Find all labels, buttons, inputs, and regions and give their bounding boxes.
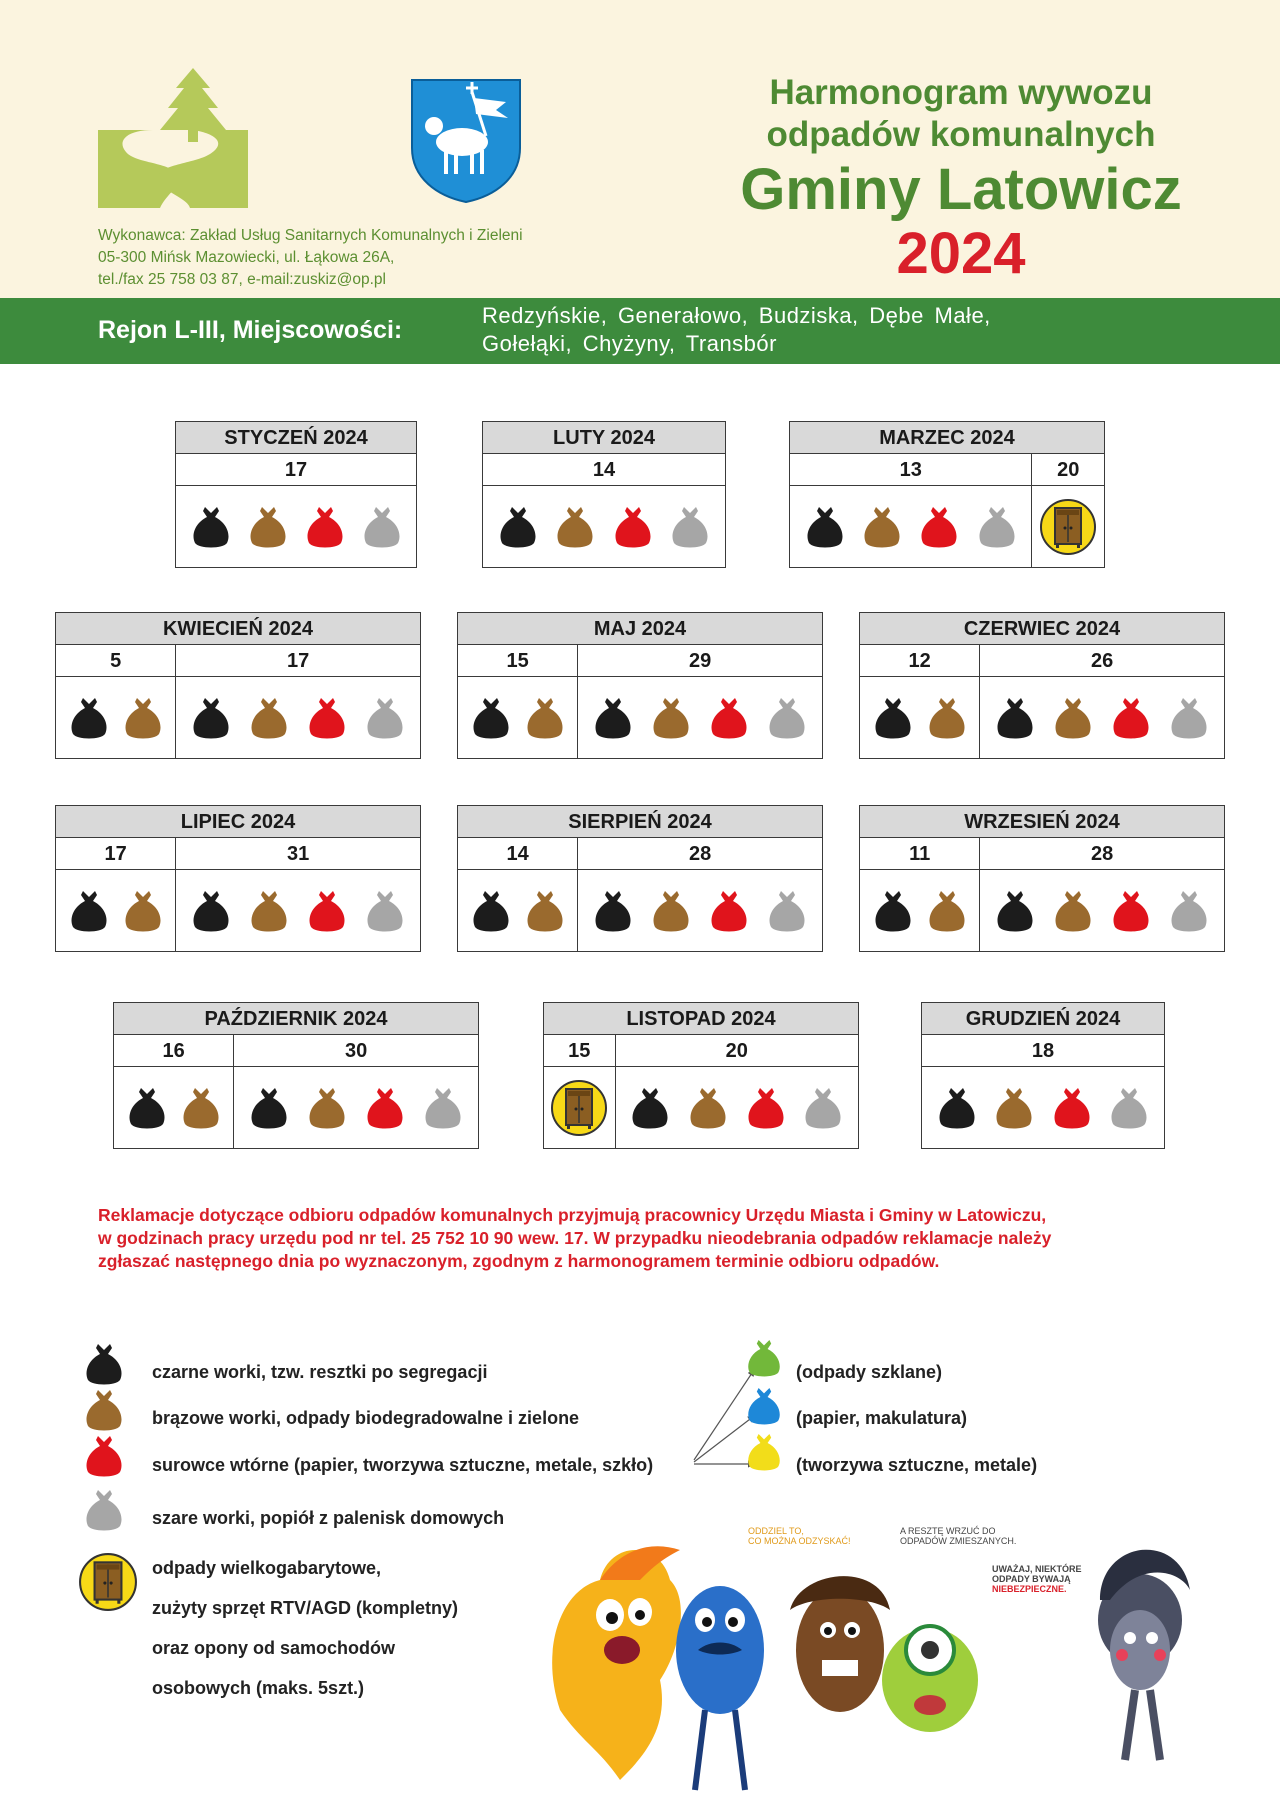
region-band (0, 298, 1280, 364)
gray-bag-icon (977, 505, 1017, 549)
red-bag-icon (709, 889, 749, 933)
annotation-line: ODPADY BYWAJĄ (992, 1574, 1071, 1584)
gray-bag-icon (670, 505, 710, 549)
annotation-recover (748, 1526, 851, 1546)
region-label: Rejon L-III, Miejscowości: (98, 316, 403, 344)
waste-icons (234, 1067, 478, 1148)
waste-icons (980, 677, 1224, 758)
contractor-line: Wykonawca: Zakład Usług Sanitarnych Komunalnych i Zieleni (98, 227, 523, 244)
title-line: Harmonogram wywozu (769, 73, 1153, 112)
black-bag-icon (593, 696, 633, 740)
red-bag-icon (307, 889, 347, 933)
furniture-icon (1039, 498, 1097, 556)
contractor-info (98, 225, 523, 291)
waste-icons (616, 1067, 858, 1148)
gray-bag-icon (365, 696, 405, 740)
month-card (921, 1002, 1165, 1149)
black-bag-icon (69, 889, 109, 933)
annotation-hazard (992, 1564, 1082, 1594)
header (0, 0, 1280, 298)
black-bag-icon (873, 889, 913, 933)
annotation-line: ODDZIEL TO, (748, 1526, 804, 1536)
month-title: SIERPIEŃ 2024 (458, 806, 822, 838)
month-title: WRZESIEŃ 2024 (860, 806, 1224, 838)
month-card (457, 612, 823, 759)
black-bag-icon (191, 889, 231, 933)
legend-furniture-line: oraz opony od samochodów (152, 1638, 396, 1658)
pickup-day: 20 (616, 1035, 858, 1067)
brown-bag-icon (123, 696, 163, 740)
legend-yellow: (tworzywa sztuczne, metale) (796, 1455, 1038, 1475)
municipality-logo (98, 68, 248, 208)
coat-of-arms-icon (410, 78, 522, 204)
gray-bag-icon (767, 889, 807, 933)
waste-icons (458, 870, 577, 951)
waste-icons (860, 677, 979, 758)
black-bag-icon (471, 889, 511, 933)
black-bag-icon (191, 696, 231, 740)
legend-red: surowce wtórne (papier, tworzywa sztuczne, metale, szkło) (152, 1455, 654, 1475)
black-bag-icon (84, 1342, 124, 1386)
brown-bag-icon (651, 696, 691, 740)
pickup-day: 13 (790, 454, 1031, 486)
title-year: 2024 (896, 221, 1026, 286)
month-title: LISTOPAD 2024 (544, 1003, 858, 1035)
pickup-date-column (616, 1035, 858, 1148)
month-card (482, 421, 726, 568)
waste-icons (176, 486, 416, 567)
brown-bag-icon (651, 889, 691, 933)
pickup-day: 28 (980, 838, 1224, 870)
black-bag-icon (630, 1086, 670, 1130)
pickup-date-column (922, 1035, 1164, 1148)
pickup-day: 17 (176, 454, 416, 486)
brown-bag-icon (1053, 889, 1093, 933)
pickup-day: 17 (176, 645, 420, 677)
pickup-date-column (483, 454, 725, 567)
black-bag-icon (471, 696, 511, 740)
gray-bag-icon (1169, 889, 1209, 933)
month-title: PAŹDZIERNIK 2024 (114, 1003, 478, 1035)
pickup-day: 14 (458, 838, 577, 870)
pickup-day: 15 (458, 645, 577, 677)
waste-icons (56, 870, 175, 951)
pickup-date-column (458, 645, 578, 758)
red-bag-icon (613, 505, 653, 549)
red-bag-icon (1111, 889, 1151, 933)
brown-bag-icon (525, 696, 565, 740)
black-bag-icon (995, 696, 1035, 740)
legend-furniture-line: odpady wielkogabarytowe, (152, 1558, 382, 1578)
brown-bag-icon (862, 505, 902, 549)
pickup-date-column (860, 645, 980, 758)
red-bag-icon (307, 696, 347, 740)
legend-green: (odpady szklane) (796, 1362, 943, 1382)
gray-bag-icon (803, 1086, 843, 1130)
brown-bag-icon (1053, 696, 1093, 740)
title-line: odpadów komunalnych (766, 115, 1156, 154)
pickup-date-column (790, 454, 1032, 567)
brown-bag-icon (181, 1086, 221, 1130)
gray-bag-icon (767, 696, 807, 740)
gray-bag-icon (365, 889, 405, 933)
brown-bag-icon (525, 889, 565, 933)
gray-bag-icon (84, 1488, 124, 1532)
pickup-day: 17 (56, 838, 175, 870)
month-card (859, 612, 1225, 759)
red-bag-icon (746, 1086, 786, 1130)
pickup-date-column (980, 838, 1224, 951)
gray-bag-icon (423, 1086, 463, 1130)
brown-bag-icon (84, 1388, 124, 1432)
brown-bag-icon (248, 505, 288, 549)
legend-gray: szare worki, popiół z palenisk domowych (152, 1508, 505, 1528)
brown-bag-icon (307, 1086, 347, 1130)
waste-icons (1032, 486, 1104, 567)
black-bag-icon (937, 1086, 977, 1130)
brown-bag-icon (555, 505, 595, 549)
waste-icons (860, 870, 979, 951)
pickup-day: 31 (176, 838, 420, 870)
pickup-day: 26 (980, 645, 1224, 677)
title-municipality: Gminy Latowicz (740, 157, 1182, 222)
waste-icons (176, 677, 420, 758)
pickup-day: 15 (544, 1035, 615, 1067)
annotation-line: ODPADÓW ZMIESZANYCH. (900, 1536, 1017, 1546)
black-bag-icon (995, 889, 1035, 933)
brown-bag-icon (927, 889, 967, 933)
brown-bag-icon (123, 889, 163, 933)
furniture-icon (550, 1079, 608, 1137)
pickup-day: 16 (114, 1035, 233, 1067)
pickup-date-column (458, 838, 578, 951)
black-bag-icon (805, 505, 845, 549)
month-title: LIPIEC 2024 (56, 806, 420, 838)
annotation-line: UWAŻAJ, NIEKTÓRE (992, 1564, 1082, 1574)
waste-icons (176, 870, 420, 951)
brown-bag-icon (249, 696, 289, 740)
red-bag-icon (1052, 1086, 1092, 1130)
gray-bag-icon (362, 505, 402, 549)
month-card (55, 805, 421, 952)
brown-bag-icon (927, 696, 967, 740)
month-card (859, 805, 1225, 952)
pickup-date-column (56, 645, 176, 758)
waste-icons (483, 486, 725, 567)
pickup-date-column (544, 1035, 616, 1148)
legend-black: czarne worki, tzw. resztki po segregacji (152, 1362, 488, 1382)
brown-bag-icon (994, 1086, 1034, 1130)
black-bag-icon (191, 505, 231, 549)
black-bag-icon (69, 696, 109, 740)
black-bag-icon (249, 1086, 289, 1130)
pickup-date-column (114, 1035, 234, 1148)
month-title: KWIECIEŃ 2024 (56, 613, 420, 645)
places-line: Gołełąki, Chyżyny, Transbór (482, 331, 777, 356)
green-bag-icon (746, 1338, 782, 1378)
black-bag-icon (593, 889, 633, 933)
pickup-day: 5 (56, 645, 175, 677)
pickup-day: 12 (860, 645, 979, 677)
pickup-date-column (234, 1035, 478, 1148)
title-block (726, 72, 1196, 286)
red-bag-icon (365, 1086, 405, 1130)
complaint-note: Reklamacje dotyczące odbioru odpadów komunalnych przyjmują pracownicy Urzędu Miasta i Gminy w Latowiczu, w godzinach pracy urzędu pod nr tel. 25 752 10 90 wew. 17. W przypadku nieodebrania odpadów reklamacje należy zgłaszać następnego dnia po wyznaczonym, zgodnym z harmonogramem terminie odbioru odpadów. (98, 1205, 1052, 1271)
furniture-icon (78, 1552, 138, 1612)
month-title: STYCZEŃ 2024 (176, 422, 416, 454)
red-bag-icon (919, 505, 959, 549)
pickup-date-column (1032, 454, 1104, 567)
annotation-line: CO MOŻNA ODZYSKAĆ! (748, 1536, 851, 1546)
pickup-day: 11 (860, 838, 979, 870)
waste-icons (544, 1067, 615, 1148)
contractor-line: tel./fax 25 758 03 87, e-mail:zuskiz@op.pl (98, 271, 386, 288)
red-bag-icon (1111, 696, 1151, 740)
yellow-bag-icon (746, 1432, 782, 1472)
pickup-day: 20 (1032, 454, 1104, 486)
gray-bag-icon (1169, 696, 1209, 740)
pickup-date-column (176, 838, 420, 951)
waste-icons (578, 870, 822, 951)
pickup-date-column (578, 645, 822, 758)
annotation-mixed (900, 1526, 1016, 1546)
pickup-date-column (176, 645, 420, 758)
red-bag-icon (709, 696, 749, 740)
waste-icons (922, 1067, 1164, 1148)
legend-blue: (papier, makulatura) (796, 1408, 968, 1428)
month-card (789, 421, 1105, 568)
places-line: Redzyńskie, Generałowo, Budziska, Dębe Małe, (482, 303, 991, 328)
pickup-day: 14 (483, 454, 725, 486)
month-title: LUTY 2024 (483, 422, 725, 454)
month-card (175, 421, 417, 568)
recycling-mascots-illustration (540, 1500, 1230, 1798)
month-title: MARZEC 2024 (790, 422, 1104, 454)
waste-icons (114, 1067, 233, 1148)
red-bag-icon (84, 1434, 124, 1478)
pickup-day: 28 (578, 838, 822, 870)
black-bag-icon (498, 505, 538, 549)
red-bag-icon (305, 505, 345, 549)
waste-icons (578, 677, 822, 758)
brown-bag-icon (688, 1086, 728, 1130)
legend-furniture-line: zużyty sprzęt RTV/AGD (kompletny) (152, 1598, 459, 1618)
blue-bag-icon (746, 1386, 782, 1426)
pickup-day: 30 (234, 1035, 478, 1067)
month-card (55, 612, 421, 759)
annotation-line: NIEBEZPIECZNE. (992, 1584, 1067, 1594)
pickup-date-column (56, 838, 176, 951)
pickup-date-column (176, 454, 416, 567)
black-bag-icon (873, 696, 913, 740)
legend-furniture (152, 1548, 458, 1708)
pickup-date-column (980, 645, 1224, 758)
waste-icons (56, 677, 175, 758)
black-bag-icon (127, 1086, 167, 1130)
annotation-line: A RESZTĘ WRZUĆ DO (900, 1526, 996, 1536)
brown-bag-icon (249, 889, 289, 933)
month-title: MAJ 2024 (458, 613, 822, 645)
month-title: GRUDZIEŃ 2024 (922, 1003, 1164, 1035)
pickup-date-column (578, 838, 822, 951)
month-card (457, 805, 823, 952)
month-card (113, 1002, 479, 1149)
pickup-date-column (860, 838, 980, 951)
month-card (543, 1002, 859, 1149)
legend-furniture-line: osobowych (maks. 5szt.) (152, 1678, 365, 1698)
waste-icons (790, 486, 1031, 567)
pickup-day: 29 (578, 645, 822, 677)
month-title: CZERWIEC 2024 (860, 613, 1224, 645)
gray-bag-icon (1109, 1086, 1149, 1130)
waste-icons (980, 870, 1224, 951)
contractor-line: 05-300 Mińsk Mazowiecki, ul. Łąkowa 26A, (98, 249, 395, 266)
pickup-day: 18 (922, 1035, 1164, 1067)
waste-icons (458, 677, 577, 758)
legend-brown: brązowe worki, odpady biodegradowalne i zielone (152, 1408, 580, 1428)
places-list (482, 302, 1042, 358)
